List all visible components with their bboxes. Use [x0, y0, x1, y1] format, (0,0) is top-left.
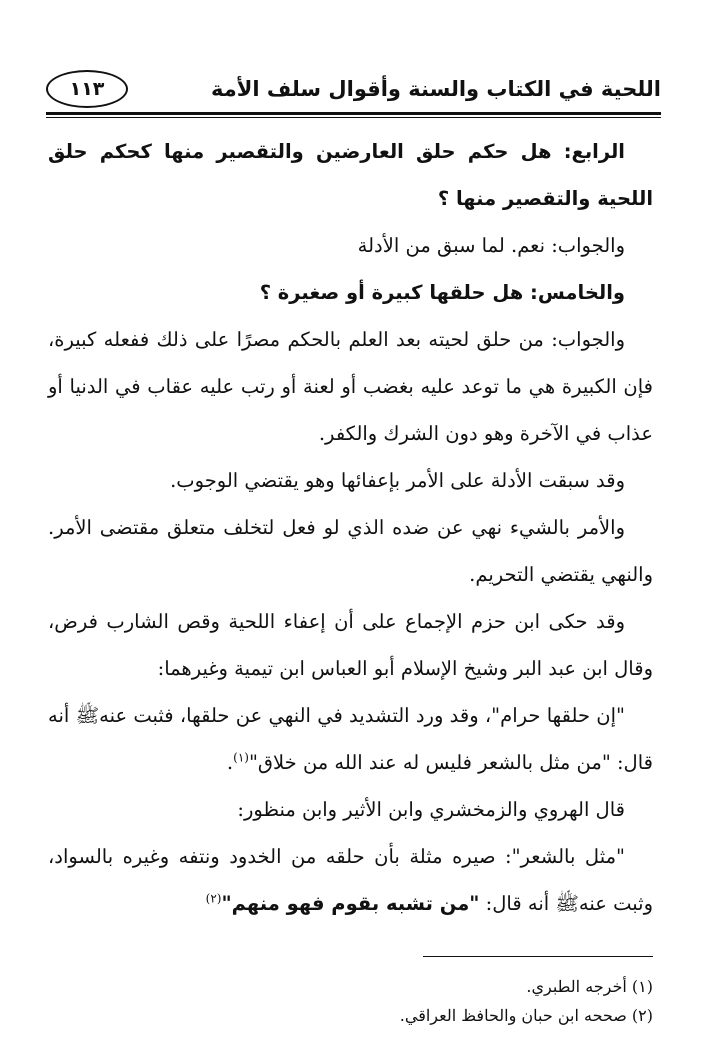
paragraph-consensus: وقد حكى ابن حزم الإجماع على أن إعفاء اللحية وقص الشارب فرض، وقال ابن عبد البر وشيخ الإسلام أبو العباس ابن تيمية وغيرهما:: [48, 610, 653, 680]
answer-four: والجواب: نعم. لما سبق من الأدلة: [357, 234, 625, 257]
question-five: والخامس: هل حلقها كبيرة أو صغيرة ؟: [259, 281, 625, 304]
footnote-1: (١) أخرجه الطبري.: [526, 977, 653, 996]
paragraph-hadith-one: [48, 692, 653, 786]
running-title: اللحية في الكتاب والسنة وأقوال سلف الأمة: [210, 77, 661, 101]
paragraph-command: والأمر بالشيء نهي عن ضده الذي لو فعل لتخلف متعلق مقتضى الأمر. والنهي يقتضي التحريم.: [48, 516, 653, 586]
header-rule: [46, 112, 661, 118]
page-header: [46, 64, 661, 114]
footnotes: [48, 972, 653, 1030]
footnote-rule: [423, 956, 653, 957]
hadith-one-text: "إن حلقها حرام"، وقد ورد التشديد في النهي عن حلقها، فثبت عنهﷺ أنه قال: "من مثل بالشعر فليس له عند الله من خلاق": [48, 704, 653, 774]
footnote-ref-2: (٢): [205, 891, 222, 906]
hadith-two-intro: "مثل بالشعر": صيره مثلة بأن حلقه من الخدود ونتفه وغيره بالسواد، وثبت عنهﷺ أنه قال:: [48, 845, 653, 915]
footnote-ref-1: (١): [233, 750, 249, 765]
paragraph-hadith-two: [48, 833, 653, 927]
answer-five: والجواب: من حلق لحيته بعد العلم بالحكم مصرًا على ذلك ففعله كبيرة، فإن الكبيرة هي ما توعد عليه بغضب أو لعنة أو رتب عليه عقاب في الدنيا أو عذاب في الآخرة وهو دون الشرك والكفر.: [48, 328, 653, 445]
footnote-2: (٢) صححه ابن حبان والحافظ العراقي.: [399, 1006, 653, 1025]
body-text: [48, 128, 653, 927]
hadith-one-end: .: [226, 751, 234, 774]
question-four: الرابع: هل حكم حلق العارضين والتقصير منها كحكم حلق اللحية والتقصير منها ؟: [48, 140, 653, 210]
paragraph-scholars: قال الهروي والزمخشري وابن الأثير وابن منظور:: [237, 798, 625, 821]
paragraph-evidence: وقد سبقت الأدلة على الأمر بإعفائها وهو يقتضي الوجوب.: [170, 469, 625, 492]
page-number: ١١٣: [46, 70, 128, 108]
hadith-two-quote: "من تشبه بقوم فهو منهم": [221, 892, 480, 915]
